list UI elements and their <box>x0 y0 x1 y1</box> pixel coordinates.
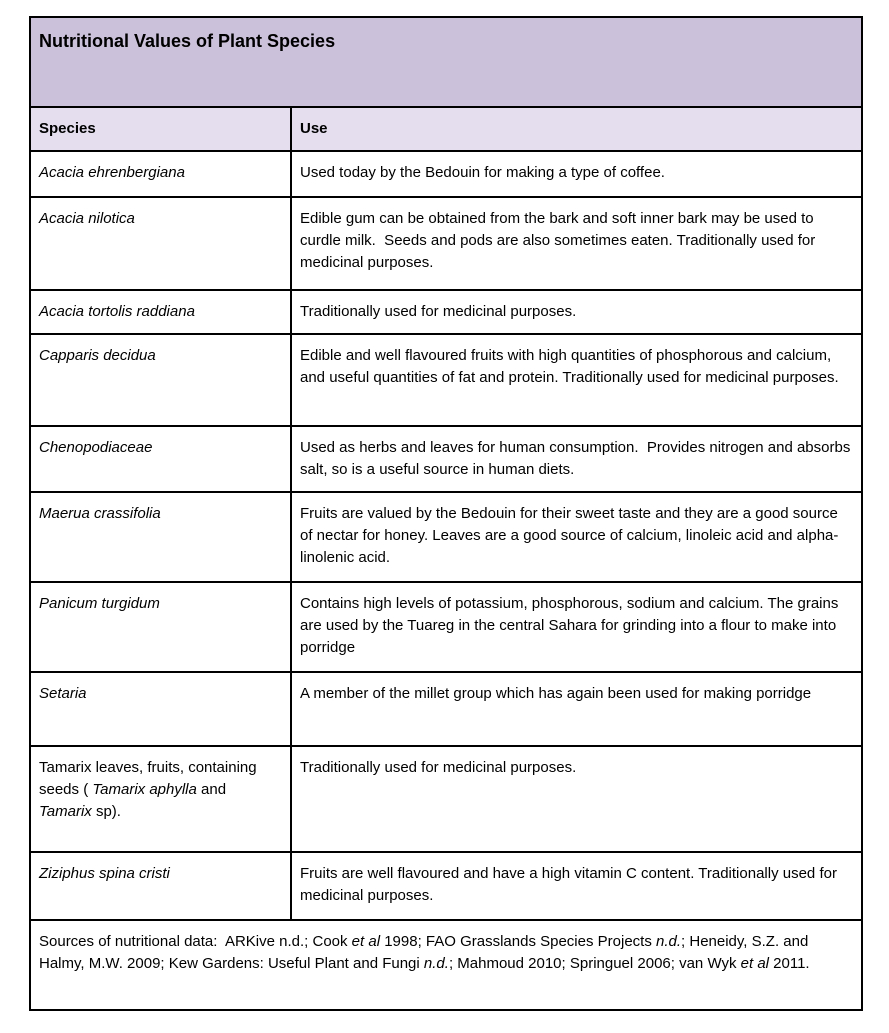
table-row <box>30 151 862 197</box>
species-cell: Panicum turgidum <box>30 582 291 672</box>
use-cell: A member of the millet group which has again been used for making porridge <box>291 672 862 746</box>
table-title: Nutritional Values of Plant Species <box>30 17 862 107</box>
table-row <box>30 290 862 334</box>
species-cell: Chenopodiaceae <box>30 426 291 492</box>
table-title-row <box>30 17 862 107</box>
use-cell: Fruits are valued by the Bedouin for their sweet taste and they are a good source of nectar for honey. Leaves are a good source of calcium, linoleic acid and alpha-linolenic acid. <box>291 492 862 582</box>
table-row <box>30 582 862 672</box>
table-row <box>30 672 862 746</box>
table-head <box>30 17 862 151</box>
use-cell: Contains high levels of potassium, phosphorous, sodium and calcium. The grains are used by the Tuareg in the central Sahara for grinding into a flour to make into porridge <box>291 582 862 672</box>
species-cell: Acacia nilotica <box>30 197 291 290</box>
use-cell: Edible and well flavoured fruits with high quantities of phosphorous and calcium, and useful quantities of fat and protein. Traditionally used for medicinal purposes. <box>291 334 862 426</box>
sources-row <box>30 920 862 1010</box>
use-cell: Traditionally used for medicinal purposes. <box>291 746 862 852</box>
table-row <box>30 334 862 426</box>
table-body <box>30 151 862 920</box>
table-row <box>30 426 862 492</box>
table-header-row <box>30 107 862 151</box>
sources-note: Sources of nutritional data: ARKive n.d.; Cook et al 1998; FAO Grasslands Species Projects n.d.; Heneidy, S.Z. and Halmy, M.W. 2009; Kew Gardens: Useful Plant and Fungi n.d.; Mahmoud 2010; Springuel 2006; van Wyk et al 2011. <box>30 920 862 1010</box>
species-cell: Acacia tortolis raddiana <box>30 290 291 334</box>
species-cell: Acacia ehrenbergiana <box>30 151 291 197</box>
species-cell: Setaria <box>30 672 291 746</box>
use-cell: Traditionally used for medicinal purposes. <box>291 290 862 334</box>
use-cell: Used today by the Bedouin for making a type of coffee. <box>291 151 862 197</box>
col-header-species: Species <box>30 107 291 151</box>
use-cell: Used as herbs and leaves for human consumption. Provides nitrogen and absorbs salt, so is a useful source in human diets. <box>291 426 862 492</box>
col-header-use: Use <box>291 107 862 151</box>
species-cell: Ziziphus spina cristi <box>30 852 291 920</box>
table-row <box>30 852 862 920</box>
use-cell: Fruits are well flavoured and have a high vitamin C content. Traditionally used for medicinal purposes. <box>291 852 862 920</box>
use-cell: Edible gum can be obtained from the bark and soft inner bark may be used to curdle milk. Seeds and pods are also sometimes eaten. Traditionally used for medicinal purposes. <box>291 197 862 290</box>
table-foot <box>30 920 862 1010</box>
table-row <box>30 492 862 582</box>
table-row <box>30 746 862 852</box>
species-cell: Tamarix leaves, fruits, containing seeds ( Tamarix aphylla and Tamarix sp). <box>30 746 291 852</box>
species-cell: Capparis decidua <box>30 334 291 426</box>
species-cell: Maerua crassifolia <box>30 492 291 582</box>
table-row <box>30 197 862 290</box>
nutritional-values-table <box>29 16 863 1011</box>
